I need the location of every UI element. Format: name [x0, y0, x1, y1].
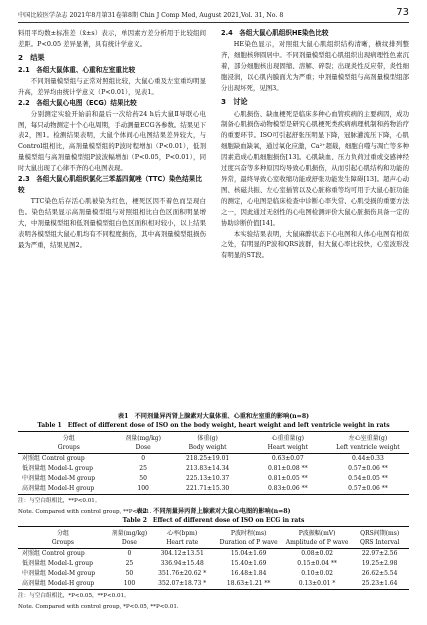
table-row — [18, 569, 409, 579]
table-cell: 100 — [120, 484, 167, 495]
table-cell: 26.62±5.54 — [361, 570, 398, 577]
table-cell: 低剂量组 Model-L group — [22, 465, 93, 472]
table-1-note-en: Note. Compared with control group, **P<0.01. — [18, 508, 152, 515]
table-cell: 218.25±19.01 — [186, 455, 230, 462]
page-number: 73 — [396, 7, 409, 18]
table-cell: 225.13±10.37 — [186, 475, 230, 482]
t1-header-cn-4: 左心室重量(g) — [327, 432, 409, 444]
table-row — [18, 464, 409, 474]
table-cell: 0 — [127, 550, 132, 557]
t1-header-en-1: Dose — [120, 443, 167, 454]
t1-header-en-3: Heart weight — [249, 443, 327, 454]
section-2-1-heading: 2.1 各组大鼠体重、心重和左室重比较 — [18, 65, 136, 74]
t2-header-cn-1: 剂量(mg/kg) — [108, 527, 151, 539]
table-cell: 336.94±15.48 — [160, 560, 204, 567]
t2-header-en-1: Dose — [108, 538, 151, 549]
section-2-2-paragraph: 分别测定实验开始前和最后一次给药24 h后大鼠Ⅱ导联心电图，每只动物测定十个心电周期，手动测量ECG各参数。结果见下表2，图1。检测结果表明，大鼠个体间心电图结果差异较大，与Control组相比，高剂量模型组的P波时程增加（P<0.01），低剂量模型组与高剂量模型组P波波幅增加（P<0.05，P<0.01），同时大鼠出现了心律不齐的心电图表现。 — [18, 109, 206, 173]
table-cell: 18.63±1.21 ** — [213, 579, 283, 590]
table-cell: 15.04±1.69 — [230, 550, 267, 557]
table-1-note-cn: 注：与空白组相比，**P<0.01。 — [18, 498, 101, 504]
results-heading: 2 结果 — [18, 52, 45, 62]
t2-header-cn-4: P波振幅(mV) — [284, 527, 350, 539]
t1-header-cn-1: 剂量(mg/kg) — [120, 432, 167, 444]
table-cell: 低剂量组 Model-L group — [22, 560, 93, 567]
table-1-caption: 表1 不同剂量异丙肾上腺素对大鼠体重、心重和左室重的影响(n=8) — [117, 413, 310, 420]
table-1-caption-en: Table 1 Effect of different dose of ISO on the body weight, heart weight and left ventricle weight in rats — [37, 421, 390, 429]
t1-header-en-2: Body weight — [167, 443, 249, 454]
table-cell: 0.63±0.07 — [271, 455, 304, 462]
table-cell: 0.10±0.02 — [301, 570, 333, 577]
section-2-4-heading: 2.4 各组大鼠心肌组织HE染色比较 — [221, 29, 329, 37]
t2-header-cn-2: 心率(bpm) — [151, 527, 214, 539]
table-1 — [18, 413, 409, 516]
table-cell: 16.48±1.84 — [230, 570, 267, 577]
table-row — [18, 559, 409, 569]
table-2-caption: 表2 不同剂量异丙肾上腺素对大鼠心电图的影响(n=8) — [136, 508, 291, 515]
section-2-1-paragraph: 不同剂量模型组与正常对照组比较，大鼠心重及左室重均明显升高，差异均由统计学意义（P<0.01），见表1。 — [18, 76, 206, 96]
table-2 — [18, 508, 409, 611]
table-cell: 0.81±0.05 ** — [267, 475, 308, 482]
table-row — [18, 549, 409, 560]
stats-paragraph: 料用平均数±标准差（x̄±s）表示，单因素方差分析用于比较组间差距。P<0.05 差异显著，具有统计学意义。 — [18, 29, 206, 48]
table-cell: 100 — [108, 579, 151, 590]
table-cell: 高剂量组 Model-H group — [18, 484, 120, 495]
right-column — [221, 28, 409, 261]
t1-header-cn-2: 体重(g) — [167, 432, 249, 444]
t2-header-en-4: Amplitude of P wave — [284, 538, 350, 549]
t2-header-en-0: Groups — [18, 538, 108, 549]
table-cell: 对照组 Control group — [22, 455, 85, 462]
table-cell: 50 — [139, 475, 147, 482]
t1-header-cn-0: 分组 — [18, 432, 120, 444]
table-cell: 0.81±0.08 ** — [267, 465, 308, 472]
left-column — [18, 28, 206, 251]
table-cell: 0.08±0.02 — [301, 550, 333, 557]
table-cell: 25 — [125, 560, 134, 567]
table-cell: 19.25±2.98 — [361, 560, 398, 567]
t2-header-cn-5: QRS间期(ms) — [350, 527, 409, 539]
t2-header-en-5: QRS Interval — [350, 538, 409, 549]
table-cell: 对照组 Control group — [22, 550, 85, 557]
discussion-paragraph-2: 本实验结果表明，大鼠麻醉状态下心电图和人体心电图有相似之处，有明显的P波和QRS波群，但大鼠心率比较快，心室波形没有明显的ST段。 — [221, 229, 409, 260]
table-cell: 213.83±14.34 — [186, 465, 230, 472]
t2-header-en-3: Duration of P wave — [213, 538, 283, 549]
table-cell: 50 — [125, 570, 134, 577]
table-2-note-cn: 注：与空白组相比，*P<0.05，**P<0.01。 — [18, 593, 130, 599]
t2-header-cn-3: P波时程(ms) — [213, 527, 283, 539]
table-row — [18, 484, 409, 495]
table-1-grid — [18, 431, 409, 495]
table-cell: 0.57±0.06 ** — [327, 484, 409, 495]
table-row — [18, 474, 409, 484]
t2-header-en-2: Heart rate — [151, 538, 214, 549]
t1-header-en-0: Groups — [18, 443, 120, 454]
table-cell: 高剂量组 Model-H group — [18, 579, 108, 590]
table-cell: 352.07±18.73 * — [151, 579, 214, 590]
table-cell: 25 — [139, 465, 147, 472]
t1-header-en-4: Left ventricle weight — [327, 443, 409, 454]
t2-header-cn-0: 分组 — [18, 527, 108, 539]
table-cell: 25.23±1.64 — [350, 579, 409, 590]
table-cell: 22.97±2.56 — [361, 550, 398, 557]
table-cell: 0.13±0.01 * — [284, 579, 350, 590]
table-cell: 0.57±0.06 ** — [348, 465, 388, 472]
section-2-3-heading: 2.3 各组大鼠心肌组织氯化三苯基四氮唑（TTC）染色结果比较 — [18, 175, 202, 195]
running-header — [18, 7, 409, 21]
table-cell: 0.15±0.04 ** — [297, 560, 337, 567]
table-row — [18, 454, 409, 465]
discussion-paragraph-1: 心肌损伤、缺血梗死是临床多种心血管疾病的主要病因，成功制备心肌损伤动物模型是研究心肌梗死类疾病病理机制和药物治疗的重要环节。ISO可引起舒张压明显下降，冠脉灌流压下降，心肌细胞缺血缺氧，通过氧化应激，Ca²⁺超载，细胞自噬与凋亡等多种因素造成心肌细胞损伤[13]。心肌缺血、压力负荷过重或交感神经过度兴奋等多种原因均导致心肌损伤，从而引起心肌结构和功能的异常，最终导致心室收缩功能或舒张功能发生障碍[13]。超声心动图、核磁共振、左心室插管以及心脏称重等均可用于大鼠心脏功能的测定，心电图是临床检查中诊断心率失常、心肌受损的重要方法之一，因此通过无创性的心电图检测评价大鼠心脏损伤具备一定的协助诊断价值[14]。 — [221, 109, 409, 227]
table-cell: 0.44±0.33 — [352, 455, 384, 462]
section-2-3-paragraph: TTC染色后存活心肌被染为红色，梗死区因不着色而呈现白色。染色结果显示高剂量模型组与对照组相比白色区面积明显增大，中剂量模型组和低剂量模型组白色区面积相对较小，以上结果表明各模型组大鼠心肌均有不同程度损伤，其中高剂量模型组损伤最为严重，结果见图2。 — [18, 197, 206, 249]
table-cell: 中剂量组 Model-M group — [22, 570, 96, 577]
table-cell: 0.83±0.06 ** — [249, 484, 327, 495]
table-2-grid — [18, 526, 409, 590]
t1-header-cn-3: 心重重量(g) — [249, 432, 327, 444]
table-cell: 0.54±0.05 ** — [348, 475, 388, 482]
table-2-caption-en: Table 2 Effect of different dose of ISO on ECG in rats — [122, 516, 305, 524]
table-cell: 351.76±20.62 * — [158, 570, 207, 577]
section-2-2-heading: 2.2 各组大鼠心电图（ECG）结果比较 — [18, 98, 137, 107]
discussion-heading: 3 讨论 — [221, 96, 248, 106]
table-cell: 15.40±1.69 — [230, 560, 267, 567]
table-cell: 中剂量组 Model-M group — [22, 475, 96, 482]
table-row — [18, 579, 409, 590]
journal-citation: 中国比较医学杂志 2021年8月第31卷第8期 Chin J Comp Med, August 2021,Vol. 31, No. 8 — [18, 12, 284, 19]
header-rule — [18, 22, 409, 23]
table-cell: 0 — [141, 455, 146, 462]
section-2-4-paragraph: HE染色显示，对照组大鼠心肌组织结构清晰，横纹排列整齐，细胞核卵圆居中。不同剂量模型组心肌组织出现病理性色素沉着，部分细胞核出现固缩、溶解、碎裂；出现炎性反应带，炎性细胞浸润，以心肌内膜面尤为严重；中剂量模型组与高剂量模型组部分出现坏死，见图3。 — [221, 40, 409, 92]
table-cell: 221.71±15.30 — [167, 484, 249, 495]
table-cell: 304.12±13.51 — [160, 550, 204, 557]
table-2-note-en: Note. Compared with control group, *P<0.05, **P<0.01. — [18, 603, 179, 610]
